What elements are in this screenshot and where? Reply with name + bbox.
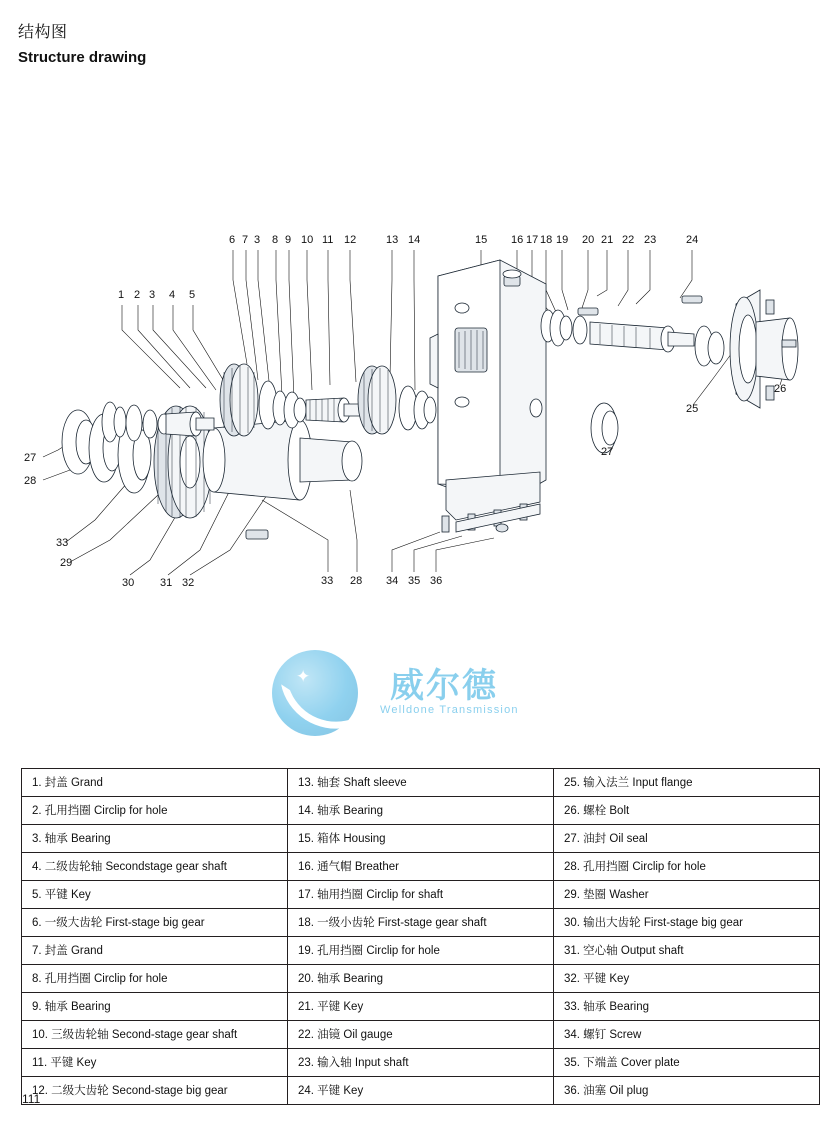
callout-18: 18 [540,234,553,246]
callout-15: 15 [475,234,488,246]
callout-20: 20 [582,234,595,246]
callout-25: 25 [686,403,699,415]
callout-35: 35 [408,575,421,587]
callout-30: 30 [122,577,135,589]
part-cell: 22. 油镜 Oil gauge [288,1021,554,1049]
part-cell: 2. 孔用挡圈 Circlip for hole [22,797,288,825]
callout-3: 3 [149,289,156,301]
callout-26: 26 [774,383,787,395]
callout-7: 7 [242,234,249,246]
part-cell: 18. 一级小齿轮 First-stage gear shaft [288,909,554,937]
watermark-sparkle-icon: ✦ [296,667,311,686]
part-cell: 28. 孔用挡圈 Circlip for hole [554,853,820,881]
part-cell: 1. 封盖 Grand [22,769,288,797]
page-title-cn: 结构图 [18,24,68,41]
table-row [22,881,820,909]
part-cell: 34. 螺钉 Screw [554,1021,820,1049]
callout-12: 12 [344,234,357,246]
callout-21: 21 [601,234,614,246]
callout-31: 31 [160,577,173,589]
part-cell: 24. 平键 Key [288,1077,554,1105]
parts-list-body [22,769,820,1105]
input-shaft-group [541,290,798,453]
table-row [22,769,820,797]
callout-33-left: 33 [56,537,69,549]
part-cell: 17. 轴用挡圈 Circlip for shaft [288,881,554,909]
structure-drawing [0,150,840,650]
page-title-en: Structure drawing [18,49,147,66]
table-row [22,825,820,853]
part-cell: 9. 轴承 Bearing [22,993,288,1021]
part-cell: 4. 二级齿轮轴 Secondstage gear shaft [22,853,288,881]
table-row [22,937,820,965]
part-cell: 31. 空心轴 Output shaft [554,937,820,965]
table-row [22,797,820,825]
part-cell: 36. 油塞 Oil plug [554,1077,820,1105]
callout-3b: 3 [254,234,261,246]
table-row [22,1077,820,1105]
part-cell: 16. 通气帽 Breather [288,853,554,881]
callout-34: 34 [386,575,399,587]
part-cell: 14. 轴承 Bearing [288,797,554,825]
part-cell: 25. 输入法兰 Input flange [554,769,820,797]
callout-13: 13 [386,234,399,246]
part-cell: 6. 一级大齿轮 First-stage big gear [22,909,288,937]
table-row [22,853,820,881]
callout-4: 4 [169,289,176,301]
callout-1: 1 [118,289,125,301]
page-header [18,22,146,68]
callout-29: 29 [60,557,73,569]
callout-28-bottom: 28 [350,575,363,587]
part-cell: 15. 箱体 Housing [288,825,554,853]
part-cell: 12. 二级大齿轮 Second-stage big gear [22,1077,288,1105]
part-cell: 26. 螺栓 Bolt [554,797,820,825]
table-row [22,909,820,937]
watermark-logo-icon [272,650,358,736]
callout-32: 32 [182,577,195,589]
watermark-brand-en: Welldone Transmission [380,704,519,716]
hollow-output-shaft [203,420,362,500]
part-cell: 29. 垫圈 Washer [554,881,820,909]
parts-list-table [21,768,820,1105]
callout-27-left: 27 [24,452,37,464]
leader-lines-top-left [122,305,228,390]
mid-shaft-gears [220,364,436,436]
callout-6: 6 [229,234,236,246]
part-cell: 30. 输出大齿轮 First-stage big gear [554,909,820,937]
callout-5: 5 [189,289,196,301]
watermark-swoosh-icon [281,669,365,739]
part-cell: 13. 轴套 Shaft sleeve [288,769,554,797]
part-cell: 33. 轴承 Bearing [554,993,820,1021]
part-cell: 7. 封盖 Grand [22,937,288,965]
part-cell: 20. 轴承 Bearing [288,965,554,993]
callout-28-left: 28 [24,475,37,487]
part-cell: 21. 平键 Key [288,993,554,1021]
callout-9: 9 [285,234,292,246]
part-cell: 11. 平键 Key [22,1049,288,1077]
page-number: 111 [22,1092,41,1106]
callout-11: 11 [322,234,334,246]
callout-8: 8 [272,234,279,246]
callout-22: 22 [622,234,635,246]
brand-watermark [272,650,572,745]
callout-19: 19 [556,234,569,246]
part-cell: 8. 孔用挡圈 Circlip for hole [22,965,288,993]
callout-23: 23 [644,234,657,246]
exploded-view-svg [0,150,840,650]
part-cell: 35. 下端盖 Cover plate [554,1049,820,1077]
part-cell: 23. 输入轴 Input shaft [288,1049,554,1077]
callout-10: 10 [301,234,314,246]
callout-27-right: 27 [601,446,614,458]
table-row [22,1049,820,1077]
callout-36: 36 [430,575,443,587]
callout-24: 24 [686,234,699,246]
key-32 [246,530,268,539]
callout-33-bottom: 33 [321,575,334,587]
table-row [22,993,820,1021]
part-cell: 10. 三级齿轮轴 Second-stage gear shaft [22,1021,288,1049]
watermark-brand-cn: 威尔德 [390,667,498,705]
part-cell: 3. 轴承 Bearing [22,825,288,853]
table-row [22,1021,820,1049]
part-cell: 32. 平键 Key [554,965,820,993]
table-row [22,965,820,993]
callout-14: 14 [408,234,421,246]
part-cell: 27. 油封 Oil seal [554,825,820,853]
callout-2: 2 [134,289,141,301]
gearbox-housing [430,260,546,532]
part-cell: 5. 平键 Key [22,881,288,909]
callout-16: 16 [511,234,524,246]
part-cell: 19. 孔用挡圈 Circlip for hole [288,937,554,965]
callout-17: 17 [526,234,539,246]
